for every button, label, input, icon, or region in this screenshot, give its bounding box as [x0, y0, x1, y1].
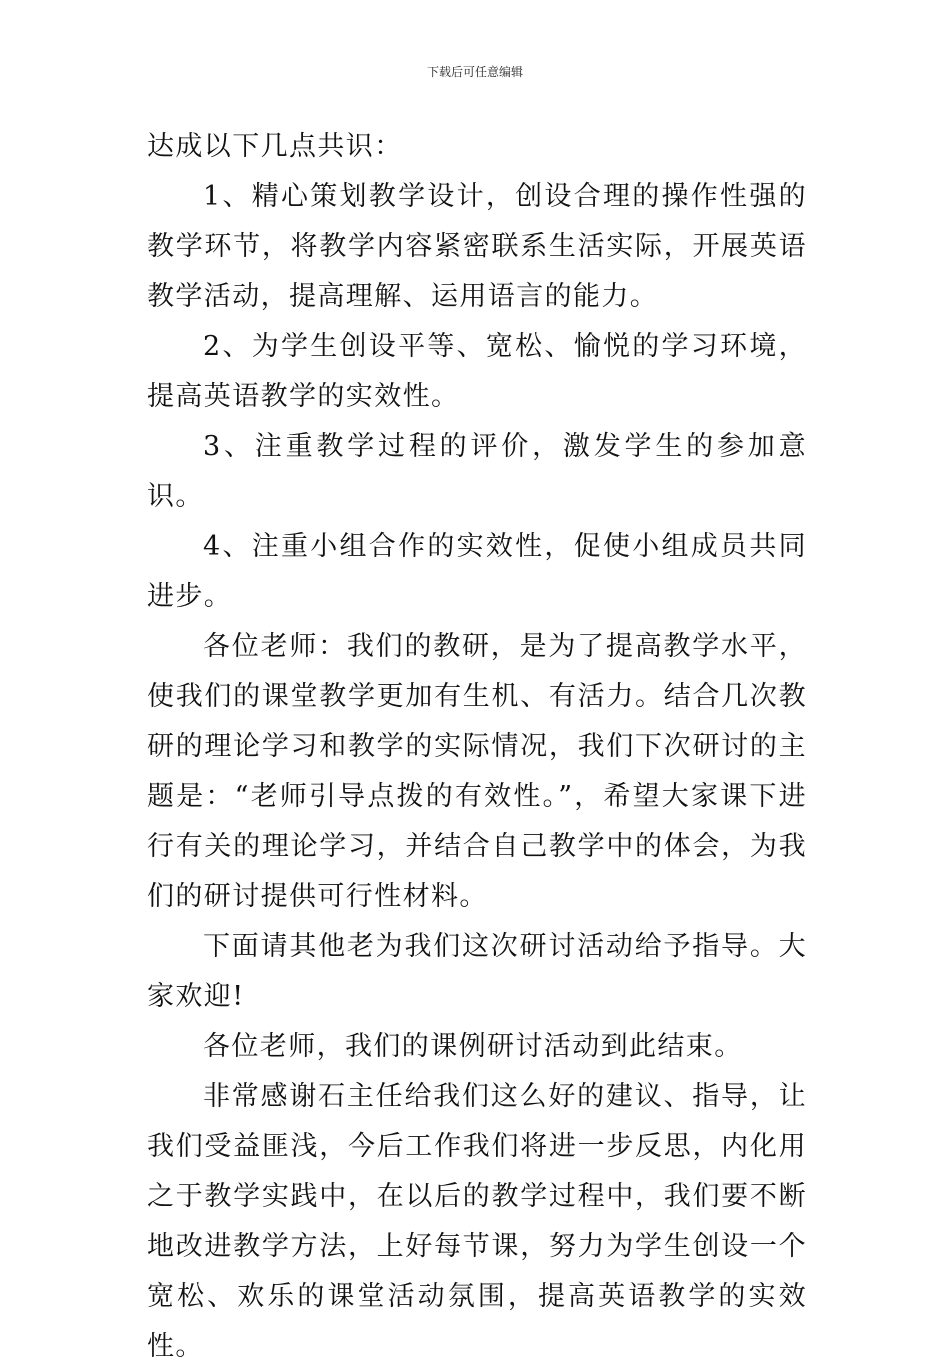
paragraph-point-2: 2、为学生创设平等、宽松、愉悦的学习环境，提高英语教学的实效性。 — [147, 331, 807, 412]
paragraph-point-3: 3、注重教学过程的评价，激发学生的参加意识。 — [147, 431, 807, 512]
paragraph-consensus-intro: 达成以下几点共识： — [147, 131, 403, 162]
page-header: 下载后可任意编辑 — [426, 65, 523, 79]
paragraph-closing: 各位老师，我们的课例研讨活动到此结束。 — [203, 1031, 743, 1062]
paragraph-point-4: 4、注重小组合作的实效性，促使小组成员共同进步。 — [147, 531, 807, 612]
paragraph-point-1: 1、精心策划教学设计，创设合理的操作性强的教学环节，将教学内容紧密联系生活实际，开展英语教学活动，提高理解、运用语言的能力。 — [147, 181, 807, 312]
paragraph-next-topic: 各位老师：我们的教研，是为了提高教学水平，使我们的课堂教学更加有生机、有活力。结合几次教研的理论学习和教学的实际情况，我们下次研讨的主题是：“老师引导点拨的有效性。”，希望大家课下进行有关的理论学习，并结合自己教学中的体会，为我们的研讨提供可行性材料。 — [147, 631, 807, 912]
document-body — [147, 122, 807, 1372]
paragraph-invite-guidance: 下面请其他老为我们这次研讨活动给予指导。大家欢迎! — [147, 931, 807, 1012]
paragraph-thanks: 非常感谢石主任给我们这么好的建议、指导，让我们受益匪浅，今后工作我们将进一步反思，内化用之于教学实践中，在以后的教学过程中，我们要不断地改进教学方法，上好每节课，努力为学生创设一个宽松、欢乐的课堂活动氛围，提高英语教学的实效性。 — [147, 1081, 807, 1362]
